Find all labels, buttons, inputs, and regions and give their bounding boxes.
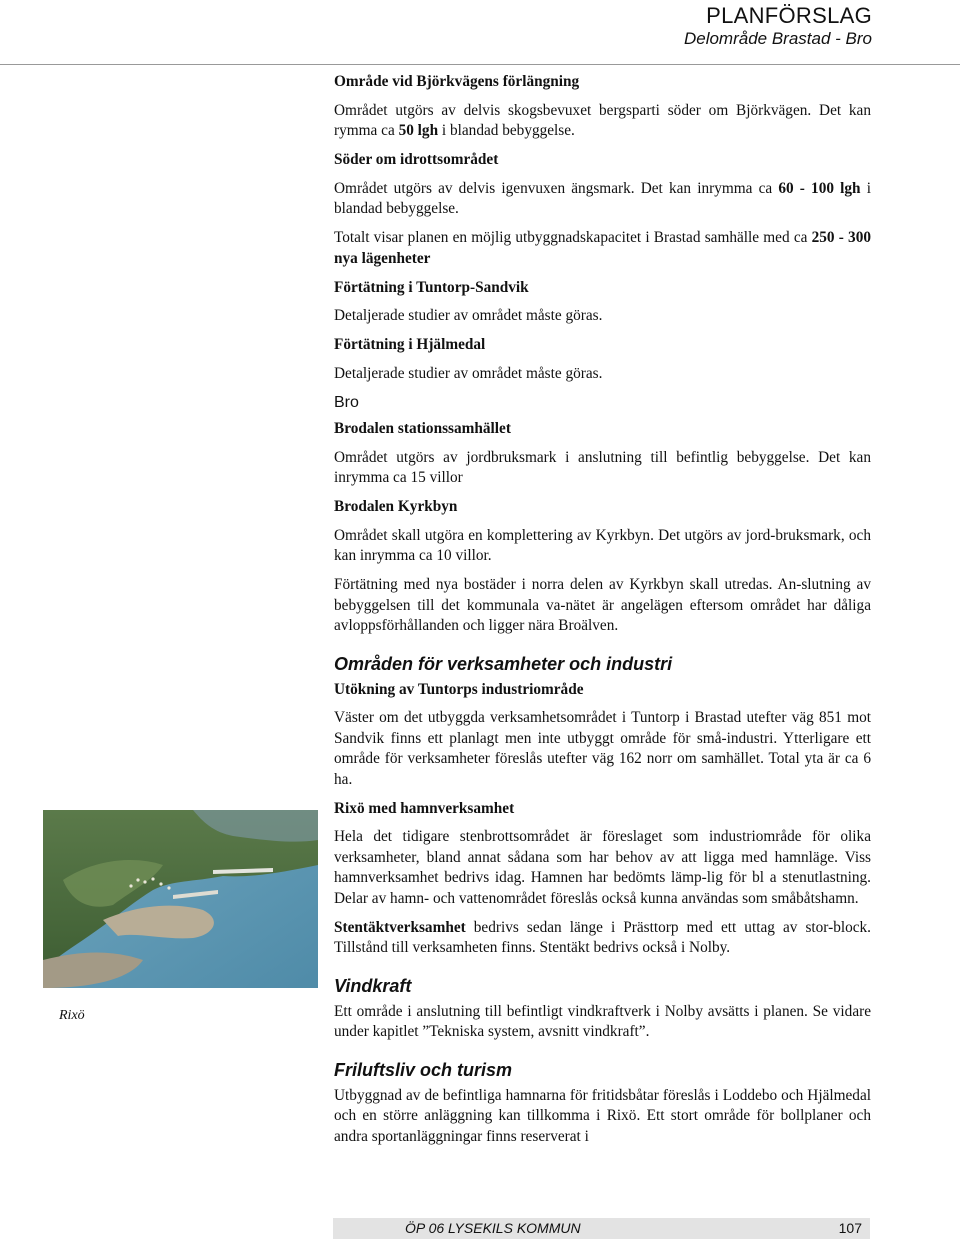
heading-brodalen-station: Brodalen stationssamhället: [334, 420, 511, 437]
heading-idrottsomradet: Söder om idrottsområdet: [334, 151, 499, 168]
paragraph-friluftsliv: Utbyggnad av de befintliga hamnarna för fritidsbåtar föreslås i Loddebo och Hjälmedal och en större anläggning kan tillkomma i Rixö. Ett stort område för bollplaner och andra sportanläggningar finns reserverat i: [334, 1086, 871, 1145]
heading-vindkraft: Vindkraft: [334, 975, 412, 996]
paragraph-brodalen-kyrkbyn-2: Förtätning med nya bostäder i norra delen av Kyrkbyn skall utredas. An-slutning av bebyggelsen till det kommunala va-nätet är angelägen eftersom området har dåliga avloppsförhållanden och ligger nära Broälven.: [334, 576, 871, 634]
header-divider: [0, 64, 960, 65]
paragraph-hjalmedal: Detaljerade studier av området måste göras.: [334, 364, 603, 382]
paragraph-tuntorp-sandvik: Detaljerade studier av området måste göras.: [334, 307, 603, 324]
paragraph-rixo-hamn: Hela det tidigare stenbrottsområdet är föreslaget som industriområde för olika verksamheter, bland annat sådana som har behov av att ligga med hamnläge. Viss hamnverksamhet bedrivs idag. Hamnen har bedömts lämp-lig för bl a stenutlastning. Delar av hamn- och vattenområdet föreslås också kunna användas som småbåtshamn.: [334, 828, 871, 907]
paragraph-stentakt: Stentäktverksamhet bedrivs sedan länge i Prästtorp med ett uttag av stor-block. Tillstånd till verksamheten finns. Stentäkt bedrivs också i Nolby.: [334, 918, 871, 956]
header-title: PLANFÖRSLAG: [706, 3, 872, 28]
photo-caption: Rixö: [59, 1008, 85, 1023]
heading-tuntorp-industri: Utökning av Tuntorps industriområde: [334, 680, 584, 698]
paragraph-idrottsomradet: Området utgörs av delvis igenvuxen ängsmark. Det kan inrymma ca 60 - 100 lgh i blandad bebyggelse.: [334, 179, 871, 217]
page-header: [684, 4, 872, 50]
heading-brodalen-kyrkbyn: Brodalen Kyrkbyn: [334, 498, 458, 515]
footer-page-number: 107: [838, 1220, 862, 1236]
header-subtitle: Delområde Brastad - Bro: [683, 29, 872, 48]
footer-publication: ÖP 06 LYSEKILS KOMMUN: [405, 1220, 581, 1236]
paragraph-brodalen-kyrkbyn-1: Området skall utgöra en komplettering av Kyrkbyn. Det utgörs av jord-bruksmark, och kan inrymma ca 10 villor.: [334, 526, 871, 564]
heading-verksamheter: Områden för verksamheter och industri: [334, 653, 673, 674]
page-footer: [333, 1218, 870, 1239]
rixo-aerial-photo: [43, 810, 318, 988]
heading-tuntorp-sandvik: Förtätning i Tuntorp-Sandvik: [334, 278, 529, 296]
heading-bjorkvagen: Område vid Björkvägens förlängning: [334, 73, 580, 90]
heading-friluftsliv: Friluftsliv och turism: [334, 1059, 513, 1080]
paragraph-vindkraft: Ett område i anslutning till befintligt vindkraftverk i Nolby avsätts i planen. Se vidare under kapitlet ”Tekniska system, avsnitt vindkraft”.: [334, 1002, 871, 1040]
paragraph-totalt: Totalt visar planen en möjlig utbyggnadskapacitet i Brastad samhälle med ca 250 - 300 nya lägenheter: [334, 229, 872, 267]
paragraph-tuntorp-industri: Väster om det utbyggda verksamhetsområdet i Tuntorp i Brastad utefter väg 851 mot Sandvik finns ett planlagt men inte utbyggt område för små-industri. Ytterligare ett område för verksamheter föreslås utefter väg 162 norr om samhället. Total yta är ca 6 ha.: [334, 709, 871, 788]
paragraph-brodalen-station: Området utgörs av jordbruksmark i anslutning till befintlig bebyggelse. Det kan inrymma ca 15 villor: [334, 448, 871, 486]
paragraph-bjorkvagen: Området utgörs av delvis skogsbevuxet bergsparti söder om Björkvägen. Det kan rymma ca 50 lgh i blandad bebyggelse.: [334, 101, 871, 139]
heading-rixo-hamn: Rixö med hamnverksamhet: [334, 799, 515, 817]
heading-hjalmedal: Förtätning i Hjälmedal: [334, 336, 486, 353]
section-label-bro: Bro: [334, 393, 359, 411]
main-text-column: [334, 72, 871, 1156]
